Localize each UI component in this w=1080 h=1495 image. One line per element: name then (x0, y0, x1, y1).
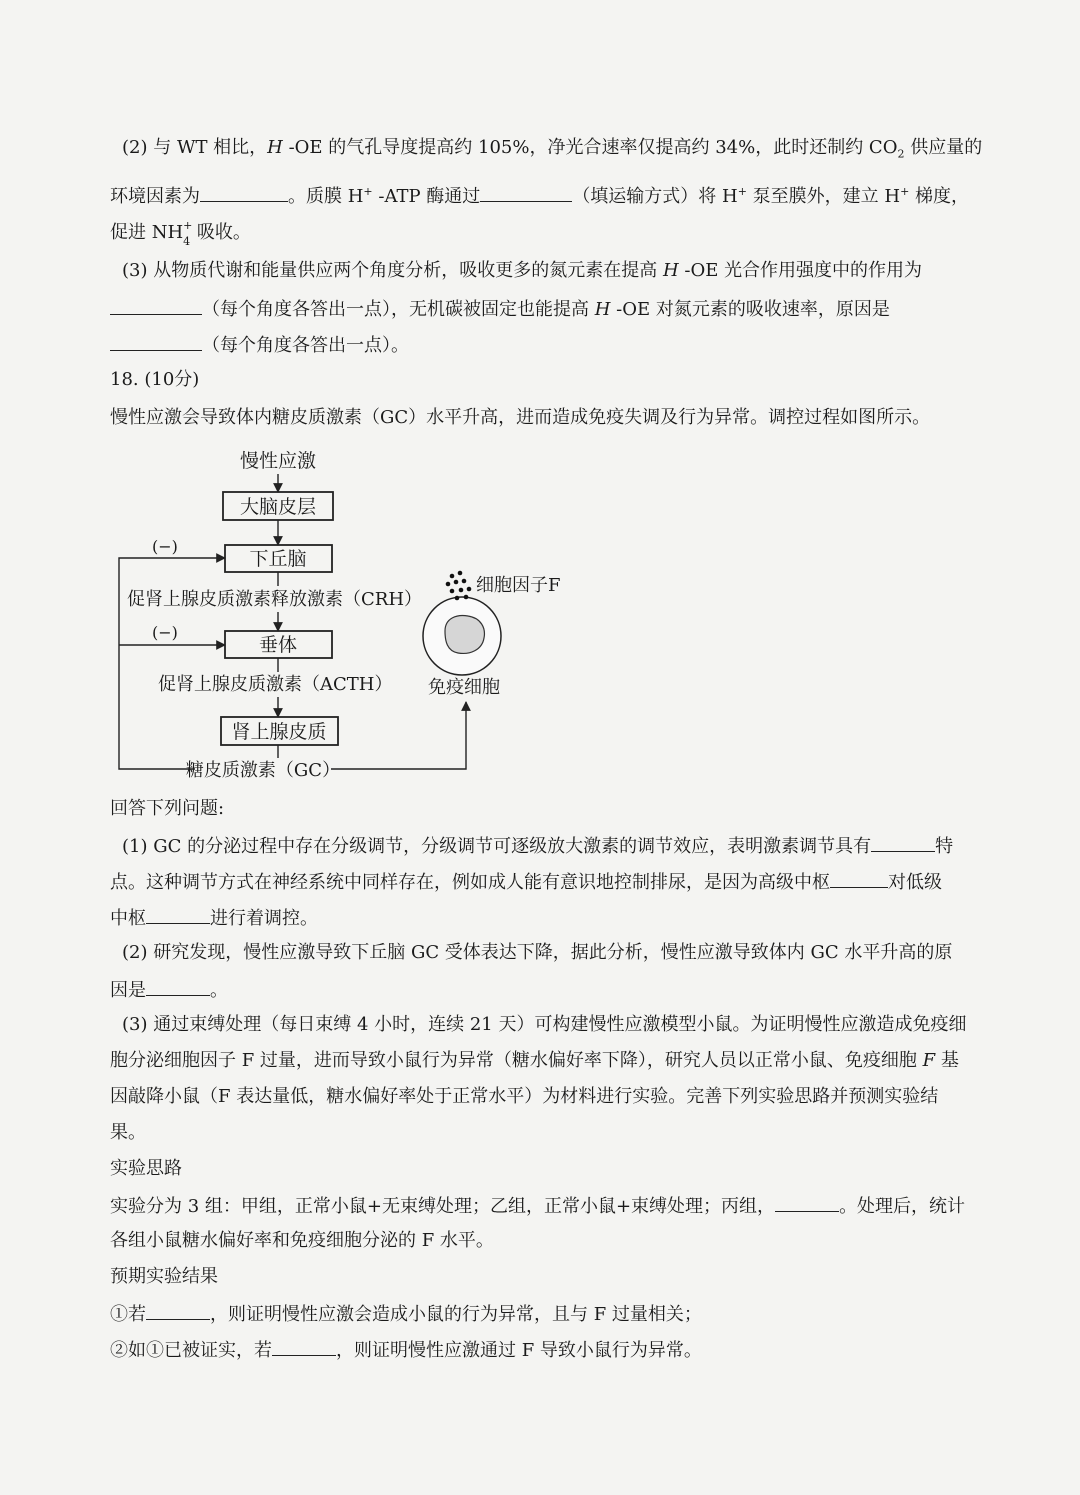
q18-3-line-1: (3) 通过束缚处理（每日束缚 4 小时，连续 21 天）可构建慢性应激模型小鼠。为证明慢性应激造成免疫细 (122, 1014, 967, 1035)
q18-1-line-3 (110, 905, 980, 931)
text: 实验分为 3 组：甲组，正常小鼠+无束缚处理；乙组，正常小鼠+束缚处理；丙组， (110, 1196, 776, 1217)
result-1 (110, 1301, 980, 1327)
q17-3-line-1 (122, 259, 992, 283)
cytokine-label: 细胞因子F (476, 575, 561, 596)
answer-blank[interactable] (146, 1301, 210, 1320)
answer-blank[interactable] (480, 183, 572, 202)
idea-title: 实验思路 (110, 1158, 182, 1179)
text: 点。这种调节方式在神经系统中同样存在，例如成人能有意识地控制排尿，是因为高级中枢 (110, 872, 830, 893)
crh-label: 促肾上腺皮质激素释放激素（CRH） (127, 589, 423, 610)
q17-3-line-3 (110, 332, 980, 358)
answer-blank[interactable] (830, 869, 888, 888)
text: 因是 (110, 980, 146, 1001)
q17-3-line-2 (110, 296, 980, 322)
regulation-diagram (0, 440, 620, 790)
text: 进行着调控。 (210, 908, 318, 929)
idea-line-2: 各组小鼠糖水偏好率和免疫细胞分泌的 F 水平。 (110, 1230, 494, 1251)
text: F (922, 1050, 936, 1071)
text: + (737, 185, 747, 198)
cytokine-dots-icon (446, 571, 472, 601)
answer-blank[interactable] (146, 977, 210, 996)
text: （每个角度各答出一点），无机碳被固定也能提高 (202, 299, 595, 320)
sub-sup-pair (183, 219, 193, 248)
text: -OE 对氮元素的吸收速率，原因是 (610, 299, 890, 320)
q18-1-line-2 (110, 869, 980, 895)
text: （填运输方式）将 H (572, 186, 738, 207)
q18-intro: 慢性应激会导致体内糖皮质激素（GC）水平升高，进而造成免疫失调及行为异常。调控过程如图所示。 (110, 407, 931, 428)
q17-2-line-2 (110, 180, 980, 209)
text: H (594, 299, 611, 320)
text: 梯度， (909, 186, 970, 207)
immune-cell-icon (423, 597, 501, 675)
pituitary-label: 垂体 (258, 634, 298, 656)
hypothalamus-label: 下丘脑 (249, 548, 307, 570)
answer-blank[interactable] (775, 1193, 839, 1212)
q17-2-line-1 (122, 136, 992, 167)
text: 。处理后，统计 (839, 1196, 966, 1217)
q18-2-line-1: (2) 研究发现，慢性应激导致下丘脑 GC 受体表达下降，据此分析，慢性应激导致体内 GC 水平升高的原 (122, 942, 953, 963)
text: 中枢 (110, 908, 146, 929)
q18-3-line-3: 因敲降小鼠（F 表达量低，糖水偏好率处于正常水平）为材料进行实验。完善下列实验思路并预测实验结 (110, 1086, 939, 1107)
text: (2) 与 WT 相比， (122, 137, 268, 158)
negative-feedback-label-1: (−) (152, 537, 178, 556)
text: 4 (183, 235, 191, 248)
text: 。质膜 H (288, 186, 364, 207)
acth-label: 促肾上腺皮质激素（ACTH） (158, 674, 393, 695)
answer-blank[interactable] (110, 332, 202, 351)
text: -ATP 酶通过 (372, 186, 481, 207)
text: + (363, 185, 373, 198)
text: 供应量的 (904, 137, 983, 158)
immune-cell-label: 免疫细胞 (428, 677, 500, 698)
text: + (900, 185, 910, 198)
text: ，则证明慢性应激会造成小鼠的行为异常，且与 F 过量相关； (210, 1304, 702, 1325)
text: 2 (897, 147, 905, 161)
idea-line-1 (110, 1193, 980, 1219)
text: ，则证明慢性应激通过 F 导致小鼠行为异常。 (336, 1340, 702, 1361)
text: + (183, 219, 193, 232)
text: 基 (935, 1050, 959, 1071)
answer-blank[interactable] (871, 833, 935, 852)
text: (3) 从物质代谢和能量供应两个角度分析，吸收更多的氮元素在提高 (122, 260, 663, 281)
q18-3-line-2 (110, 1049, 980, 1073)
q18-3-line-4: 果。 (110, 1122, 146, 1143)
gc-label: 糖皮质激素（GC） (185, 760, 341, 781)
answer-blank[interactable] (146, 905, 210, 924)
q18-1-line-1 (122, 833, 992, 859)
text: H (267, 137, 283, 158)
q18-2-line-2 (110, 977, 980, 1003)
answer-below-label: 回答下列问题: (110, 798, 225, 819)
text: 泵至膜外，建立 H (746, 186, 901, 207)
adrenal-label: 肾上腺皮质 (231, 721, 327, 743)
text: 胞分泌细胞因子 F 过量，进而导致小鼠行为异常（糖水偏好率下降），研究人员以正常小鼠、免疫细胞 (110, 1050, 923, 1071)
text: ①若 (110, 1304, 146, 1325)
text: （每个角度各答出一点）。 (202, 335, 409, 356)
text: -OE 光合作用强度中的作用为 (678, 260, 923, 281)
text: -OE 的气孔导度提高约 105%，净光合速率仅提高约 34%，此时还制约 CO (282, 137, 898, 158)
cortex-label: 大脑皮层 (239, 496, 317, 518)
negative-feedback-label-2: (−) (152, 623, 178, 642)
text: 特 (935, 836, 954, 857)
q17-2-line-3 (110, 219, 980, 248)
answer-blank[interactable] (110, 296, 202, 315)
text: 环境因素为 (110, 186, 200, 207)
result-title: 预期实验结果 (110, 1266, 218, 1287)
text: (1) GC 的分泌过程中存在分级调节，分级调节可逐级放大激素的调节效应，表明激素调节具有 (122, 836, 872, 857)
answer-blank[interactable] (272, 1337, 336, 1356)
text: 吸收。 (191, 222, 251, 243)
text: 促进 NH (110, 222, 184, 243)
stress-label: 慢性应激 (239, 450, 317, 472)
text: ②如①已被证实，若 (110, 1340, 272, 1361)
answer-blank[interactable] (200, 183, 288, 202)
text: 。 (210, 980, 228, 1001)
result-2 (110, 1337, 980, 1363)
text: H (662, 260, 679, 281)
text: 对低级 (888, 872, 942, 893)
q18-number: 18. (10分) (110, 369, 200, 390)
